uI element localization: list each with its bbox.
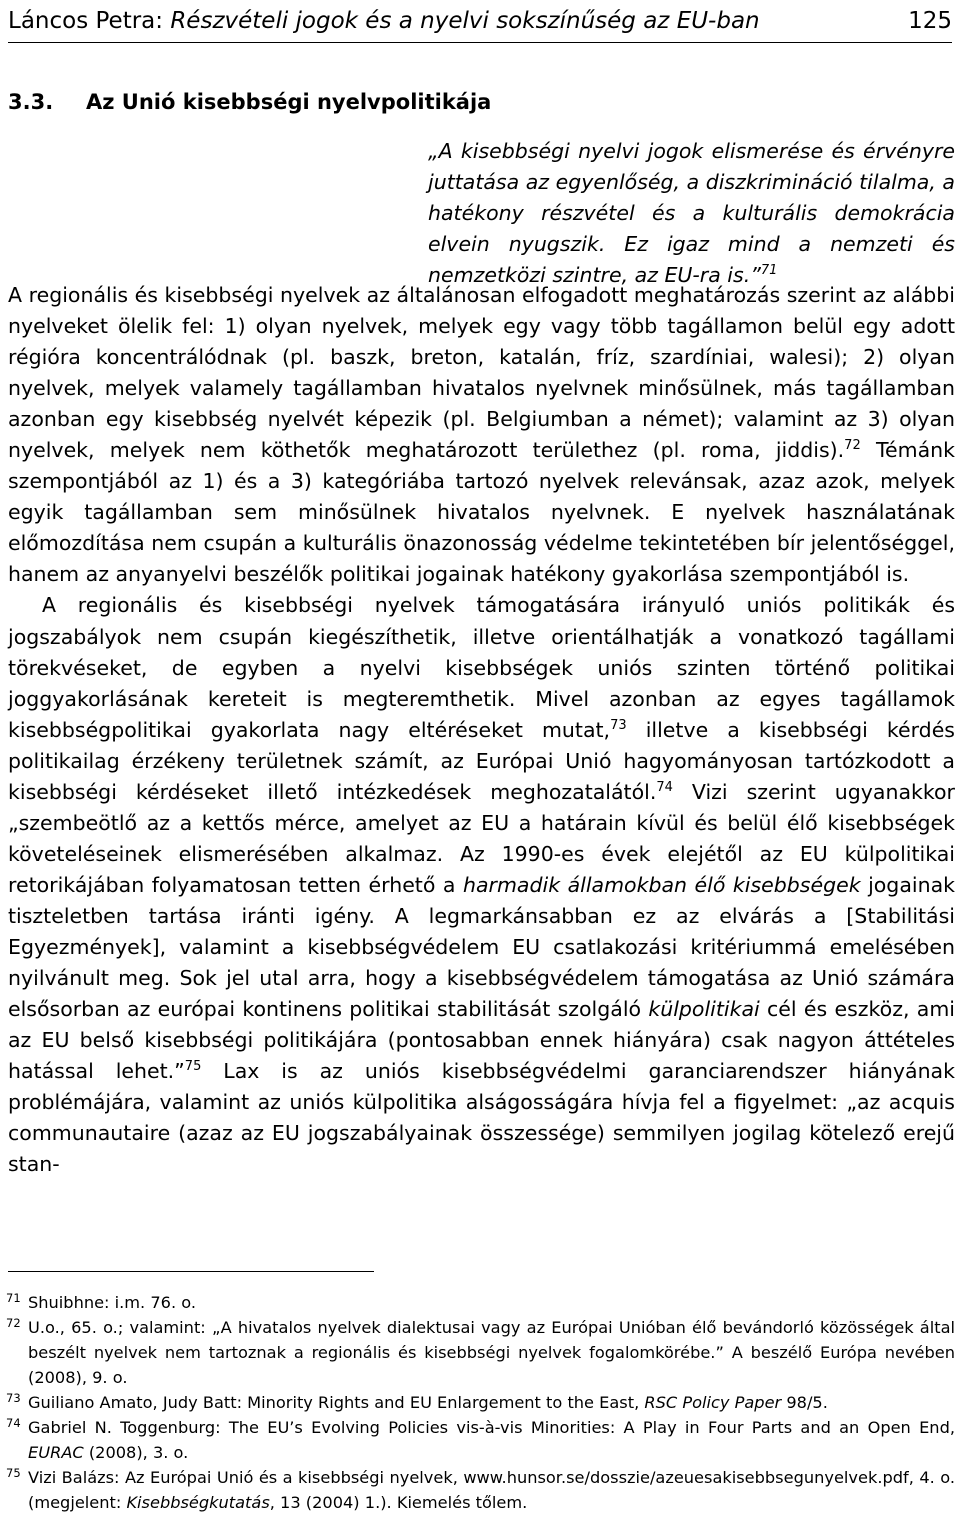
paragraph-2-italic-1: harmadik államokban élő kisebbségek xyxy=(462,872,861,897)
footnote-text-end: 98/5. xyxy=(781,1393,828,1412)
footnote-text: Vizi Balázs: Az Európai Unió és a kisebbségi nyelvek, www.hunsor.se/dosszie/azeuesakisebbsegunyelvek.pdf, 4. o. (megjelent: xyxy=(28,1468,955,1512)
body-text xyxy=(8,280,955,1180)
footnote-text-end: , 13 (2004) 1.). Kiemelés tőlem. xyxy=(269,1493,528,1512)
paragraph-2-text-e: cél és eszköz, ami az EU belső kisebbségi politikájára (pontosabban ennek hiányára) csak nagyon áttételes hatással lehet.” xyxy=(8,997,955,1084)
footnote-number: 72 xyxy=(6,1316,21,1330)
footnote-text: Shuibhne: i.m. 76. o. xyxy=(28,1293,197,1312)
running-header xyxy=(8,4,952,43)
paragraph-2-italic-2: külpolitikai xyxy=(648,997,760,1022)
section-title: Az Unió kisebbségi nyelvpolitikája xyxy=(86,90,492,114)
footnote-73 xyxy=(8,1390,955,1415)
footnote-ref-73[interactable]: 73 xyxy=(610,717,627,733)
footnote-number: 74 xyxy=(6,1416,21,1430)
paragraph-1 xyxy=(8,280,955,590)
paragraph-2-text-d: jogainak tiszteletben tartása iránti igény. A legmarkánsabban ez az elvárás a [Stabilitási Egyezmények], valamint a kisebbségvédelem EU csatlakozási kritériummá emelésében nyilvánult meg. Sok jel utal arra, hogy a kisebbségvédelem támogatása az Unió számára elsősorban az európai kontinens politikai stabilitását szolgáló xyxy=(8,872,955,1022)
paragraph-2 xyxy=(8,590,955,1180)
footnote-number: 75 xyxy=(6,1466,21,1480)
section-heading xyxy=(8,86,491,118)
paragraph-2-text-a: A regionális és kisebbségi nyelvek támogatására irányuló uniós politikák és jogszabályok nem csupán kiegészíthetik, illetve orientálhatják a vonatkozó tagállami törekvéseket, de egyben a nyelvi kisebbségek uniós szinten történő politikai joggyakorlásának kereteit is megteremthetik. Mivel azonban az egyes tagállamok kisebbségpolitikai gyakorlata nagy eltéréseket mutat, xyxy=(8,593,955,742)
paragraph-2-text-b: illetve a kisebbségi kérdés politikailag érzékeny területnek számít, az Európai Unió hagyományosan tartózkodott a kisebbségi kérdéseket illető intézkedések meghozatalától. xyxy=(8,717,955,804)
epigraph-quote xyxy=(428,136,955,291)
footnote-text: Gabriel N. Toggenburg: The EU’s Evolving Policies vis-à-vis Minorities: A Play in Four Parts and an Open End, xyxy=(28,1418,955,1437)
paragraph-2-text-f: Lax is az uniós kisebbségvédelmi garanciarendszer hiányának problémájára, valamint az uniós külpolitika alságosságára hívja fel a figyelmet: „az acquis communautaire (azaz az EU jogszabályainak összessége) semmilyen jogilag kötelező erejű stan- xyxy=(8,1059,955,1177)
footnote-italic: Kisebbségkutatás xyxy=(126,1493,270,1512)
paragraph-1-text-b: Témánk szempontjából az 1) és a 3) kategóriába tartozó nyelvek relevánsak, azaz azok, melyek egyik tagállamban sem minősülnek hivatalos nyelvnek. E nyelvek használatának előmozdítása nem csupán a kulturális önazonosság védelme tekintetében bír jelentőséggel, hanem az anyanyelvi beszélők politikai jogainak hatékony gyakorlása szempontjából is. xyxy=(8,438,955,587)
footnote-number: 73 xyxy=(6,1391,21,1405)
section-number: 3.3. xyxy=(8,90,54,114)
paragraph-1-text-a: A regionális és kisebbségi nyelvek az általánosan elfogadott meghatározás szerint az alábbi nyelveket ölelik fel: 1) olyan nyelvek, melyek egy vagy több tagállamon belül egy adott régióra koncentrálódnak (pl. baszk, breton, katalán, fríz, szardíniai, walesi); 2) olyan nyelvek, melyek valamely tagállamban hivatalos nyelvnek minősülnek, más tagállamban azonban egy kisebbség nyelvét képezik (pl. Belgiumban a német); valamint az 3) olyan nyelvek, melyek nem köthetők meghatározott területhez (pl. roma, jiddis). xyxy=(8,283,955,463)
header-title: Részvételi jogok és a nyelvi sokszínűség az EU-ban xyxy=(170,8,760,34)
footnote-number: 71 xyxy=(6,1291,21,1305)
paragraph-2-text-c: Vizi szerint ugyanakkor „szembeötlő az a kettős mérce, amelyet az EU a határain kívül és belül élő kisebbségek követeléseinek elismerésében alkalmaz. Az 1990-es évek elejétől az EU külpolitikai retorikájában folyamatosan tetten érhető a xyxy=(8,779,955,897)
footnote-71 xyxy=(8,1290,955,1315)
page-number: 125 xyxy=(908,8,952,34)
footnote-italic: RSC Policy Paper xyxy=(644,1393,782,1412)
footnote-ref-71[interactable]: 71 xyxy=(760,263,778,279)
footnote-italic: EURAC xyxy=(28,1443,84,1462)
epigraph-text: „A kisebbségi nyelvi jogok elismerése és érvényre juttatása az egyenlőség, a diszkrimináció tilalma, a hatékony részvétel és a kulturális demokrácia elvein nyugszik. Ez igaz mind a nemzeti és nemzetközi szintre, az EU-ra is.” xyxy=(428,139,955,287)
footnote-ref-74[interactable]: 74 xyxy=(656,779,673,795)
footnote-text: U.o., 65. o.; valamint: „A hivatalos nyelvek dialektusai vagy az Európai Unióban élő bevándorló közösségek által beszélt nyelvek nem tartoznak a regionális és kisebbségi nyelvek fogalomkörébe.” A beszélő Európa nevében (2008), 9. o. xyxy=(28,1318,955,1387)
footnote-text-end: (2008), 3. o. xyxy=(83,1443,189,1462)
footnote-ref-75[interactable]: 75 xyxy=(184,1059,202,1075)
footnotes xyxy=(8,1290,955,1515)
footnote-separator xyxy=(8,1271,374,1272)
footnote-74 xyxy=(8,1415,955,1465)
footnote-75 xyxy=(8,1465,955,1515)
header-author: Láncos Petra: xyxy=(8,8,171,34)
footnote-text: Guiliano Amato, Judy Batt: Minority Rights and EU Enlargement to the East, xyxy=(28,1393,645,1412)
footnote-ref-72[interactable]: 72 xyxy=(844,438,861,454)
footnote-72 xyxy=(8,1315,955,1390)
